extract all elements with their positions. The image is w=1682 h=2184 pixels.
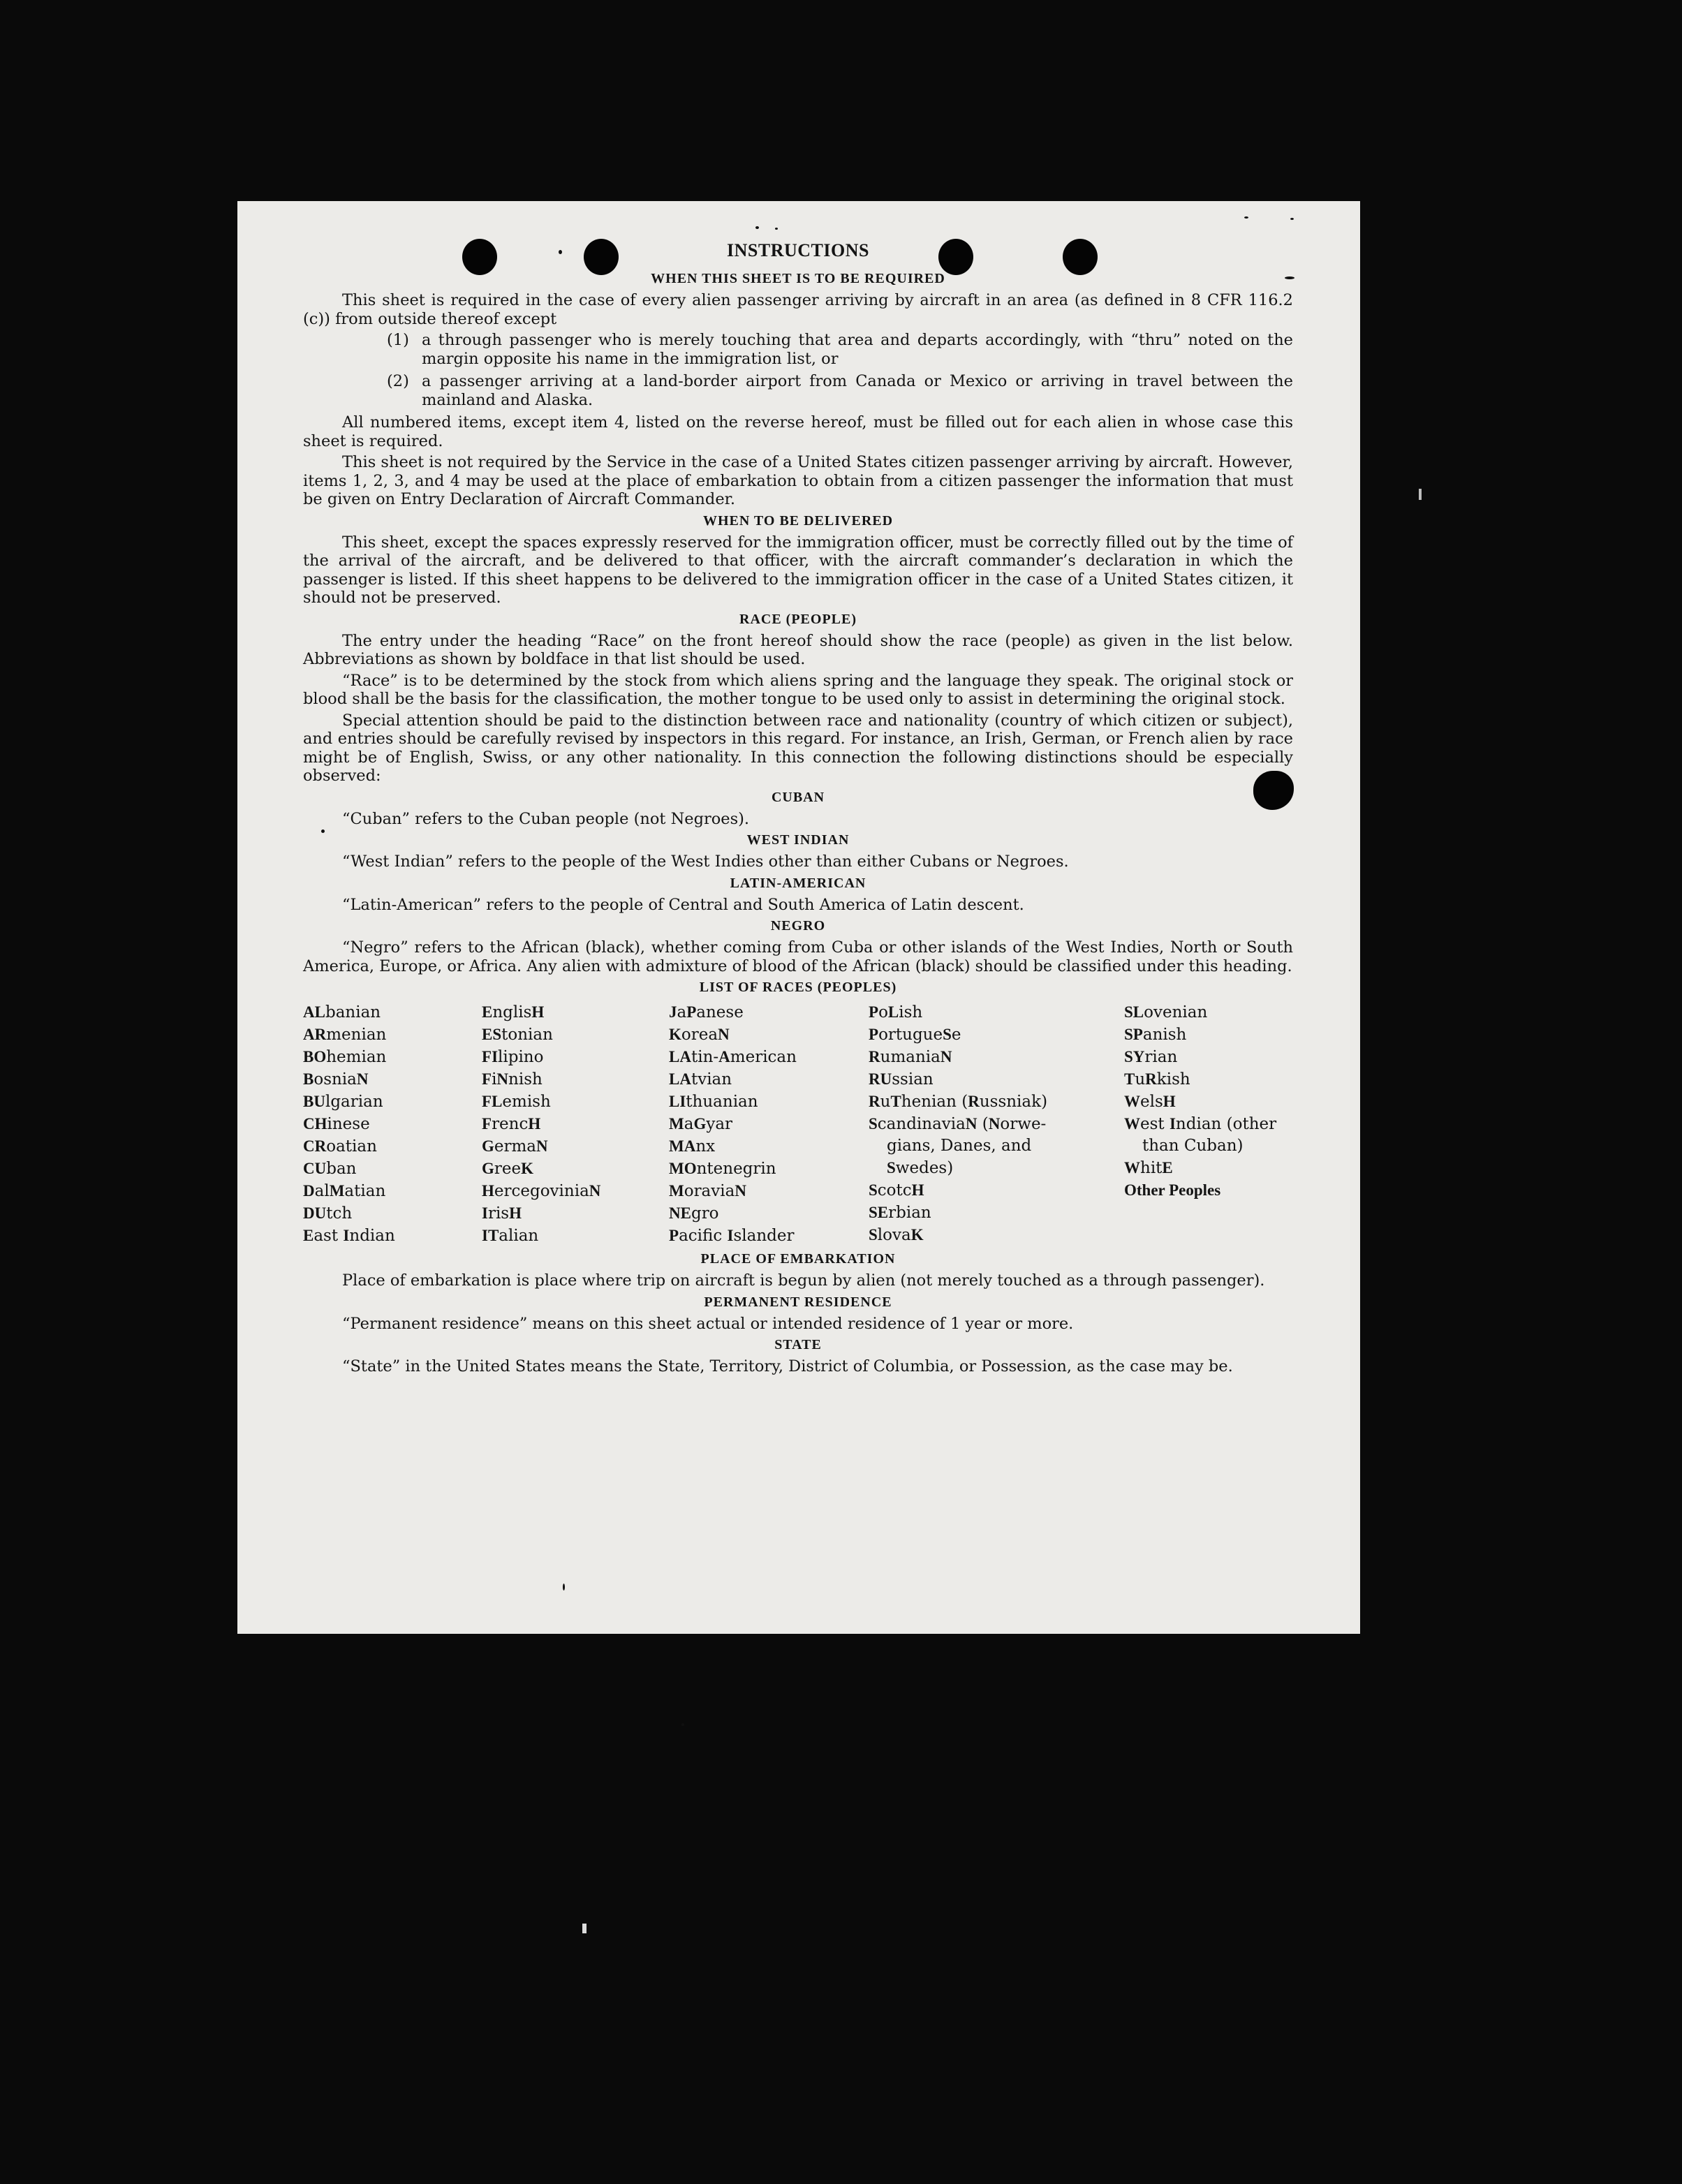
west-indian-paragraph: “West Indian” refers to the people of the West Indies other than either Cubans or Negroes.	[342, 853, 1069, 871]
residence-paragraph: “Permanent residence” means on this sheet actual or intended residence of 1 year or more.	[342, 1314, 1074, 1333]
race-entry: Pacific Islander	[669, 1227, 795, 1245]
race-entry: SYrian	[1124, 1048, 1178, 1066]
race-entry: MaGyar	[669, 1115, 733, 1133]
race-entry: RUssian	[869, 1070, 934, 1089]
race-entry: gians, Danes, and	[887, 1137, 1032, 1155]
race-entry: MOntenegrin	[669, 1160, 776, 1178]
cuban-paragraph: “Cuban” refers to the Cuban people (not Negroes).	[342, 809, 750, 828]
race-entry: CUban	[303, 1160, 357, 1178]
race-entry: BosniaN	[303, 1070, 369, 1089]
item-number: (1)	[387, 331, 409, 349]
heading-embarkation: PLACE OF EMBARKATION	[700, 1251, 896, 1267]
races-column-2	[482, 1001, 669, 1247]
heading-cuban: CUBAN	[771, 789, 825, 805]
film-speck	[1419, 489, 1422, 500]
races-list	[303, 1001, 1293, 1247]
page-title: INSTRUCTIONS	[727, 240, 869, 260]
race-entry: SErbian	[869, 1204, 931, 1222]
race-entry: CHinese	[303, 1115, 370, 1133]
race-entry: GreeK	[482, 1160, 533, 1178]
race-entry: FiNnish	[482, 1070, 543, 1089]
race-entry: PortugueSe	[869, 1026, 961, 1044]
punch-hole	[938, 239, 973, 275]
race-entry: Swedes)	[887, 1159, 954, 1177]
heading-west-indian: WEST INDIAN	[746, 832, 850, 848]
race-entry: FIlipino	[482, 1048, 544, 1066]
heading-when-delivered: WHEN TO BE DELIVERED	[702, 512, 894, 529]
race-entry: FrencH	[482, 1115, 541, 1133]
punch-hole	[1063, 239, 1098, 275]
race-entry: CRoatian	[303, 1137, 377, 1156]
race-entry: FLemish	[482, 1093, 551, 1111]
race-entry: MoraviaN	[669, 1182, 746, 1200]
numbered-items-paragraph: All numbered items, except item 4, listed on the reverse hereof, must be filled out for each alien in whose case this sheet is required.	[303, 413, 1293, 450]
race-entry: than Cuban)	[1142, 1137, 1244, 1155]
race-entry: ScotcH	[869, 1181, 924, 1200]
race-entry: KoreaN	[669, 1026, 730, 1044]
races-column-4	[869, 1001, 1124, 1247]
race-paragraph-1: The entry under the heading “Race” on the front hereof should show the race (people) as given in the list below. Abbreviations as shown by boldface in that list should be used.	[303, 631, 1293, 668]
race-entry: BOhemian	[303, 1048, 387, 1066]
race-paragraph-2: “Race” is to be determined by the stock from which aliens spring and the language they speak. The original stock or blood shall be the basis for the classification, the mother tongue to be used only to assist in determining the original stock.	[303, 671, 1293, 708]
race-entry: NEgro	[669, 1204, 719, 1223]
race-entry: WelsH	[1124, 1093, 1176, 1111]
citizen-paragraph: This sheet is not required by the Service in the case of a United States citizen passenger arriving by aircraft. However, items 1, 2, 3, and 4 may be used at the place of embarkation to obtain from a citizen passenger the information that must be given on Entry Declaration of Aircraft Commander.	[303, 453, 1293, 508]
intro-paragraph: This sheet is required in the case of every alien passenger arriving by aircraft in an area (as defined in 8 CFR 116.2 (c)) from outside thereof except	[303, 291, 1293, 328]
embarkation-paragraph: Place of embarkation is place where trip on aircraft is begun by alien (not merely touched as a through passenger).	[342, 1271, 1265, 1290]
race-entry: EnglisH	[482, 1003, 545, 1021]
item-text: a through passenger who is merely touching that area and departs accordingly, with “thru” noted on the margin opposite his name in the immigration list, or	[422, 331, 1293, 368]
race-entry: DalMatian	[303, 1182, 386, 1200]
heading-negro: NEGRO	[770, 918, 826, 934]
item-text: a passenger arriving at a land-border airport from Canada or Mexico or arriving in travel between the mainland and Alaska.	[422, 372, 1293, 409]
race-entry: WhitE	[1124, 1159, 1173, 1177]
race-entry: SlovaK	[869, 1226, 924, 1244]
latin-american-paragraph: “Latin-American” refers to the people of Central and South America of Latin descent.	[342, 895, 1024, 914]
race-paragraph-3: Special attention should be paid to the distinction between race and nationality (country of which citizen or subject), and entries should be carefully revised by inspectors in this regard. For instance, an Irish, German, or French alien by race might be of English, Swiss, or any other nationality. In this connection the following distinctions should be especially observed:	[303, 711, 1293, 785]
race-entry: LAtvian	[669, 1070, 732, 1089]
races-column-3	[669, 1001, 869, 1247]
heading-residence: PERMANENT RESIDENCE	[704, 1294, 892, 1310]
races-column-1	[303, 1001, 482, 1247]
race-entry: RumaniaN	[869, 1048, 952, 1066]
heading-list-of-races: LIST OF RACES (PEOPLES)	[699, 980, 897, 995]
race-entry: LIthuanian	[669, 1093, 758, 1111]
heading-latin-american: LATIN-AMERICAN	[730, 875, 866, 891]
race-entry: West Indian (other	[1124, 1115, 1277, 1133]
punch-hole	[462, 239, 497, 275]
race-entry: ITalian	[482, 1227, 539, 1245]
race-entry: JaPanese	[669, 1003, 744, 1021]
race-entry: EStonian	[482, 1026, 553, 1044]
exception-item-2	[303, 372, 1293, 409]
race-entry: SPanish	[1124, 1026, 1187, 1044]
race-entry: IrisH	[482, 1204, 522, 1223]
race-entry: GermaN	[482, 1137, 548, 1156]
delivery-paragraph: This sheet, except the spaces expressly reserved for the immigration officer, must be correctly filled out by the time of the arrival of the aircraft, and be delivered to that officer, with the aircraft commander’s declaration in which the passenger is listed. If this sheet happens to be delivered to the immigration officer in the case of a United States citizen, it should not be preserved.	[303, 533, 1293, 607]
race-entry: RuThenian (Russniak)	[869, 1093, 1048, 1111]
race-entry: ARmenian	[303, 1026, 387, 1044]
race-entry: East Indian	[303, 1227, 395, 1245]
state-paragraph: “State” in the United States means the State, Territory, District of Columbia, or Possession, as the case may be.	[342, 1357, 1233, 1375]
film-speck	[582, 1924, 587, 1933]
heading-when-required: WHEN THIS SHEET IS TO BE REQUIRED	[651, 271, 945, 286]
race-entry: SLovenian	[1124, 1003, 1208, 1021]
heading-state: STATE	[774, 1337, 822, 1352]
race-entry: TuRkish	[1124, 1070, 1190, 1089]
race-entry: HercegoviniaN	[482, 1182, 601, 1200]
punch-hole	[584, 239, 619, 275]
instruction-sheet	[237, 201, 1360, 1634]
race-entry: Other Peoples	[1124, 1181, 1221, 1199]
race-entry: ALbanian	[303, 1003, 381, 1021]
race-entry: DUtch	[303, 1204, 353, 1223]
exception-item-1	[303, 331, 1293, 368]
race-entry: PoLish	[869, 1003, 923, 1021]
race-entry: ScandinaviaN (Norwe-	[869, 1115, 1047, 1133]
race-entry: BUlgarian	[303, 1093, 383, 1111]
race-entry: MAnx	[669, 1137, 716, 1156]
race-entry: LAtin-American	[669, 1048, 797, 1066]
negro-paragraph: “Negro” refers to the African (black), whether coming from Cuba or other islands of the West Indies, North or South America, Europe, or Africa. Any alien with admixture of blood of the African (black) should be classified under this heading.	[303, 938, 1293, 975]
heading-race: RACE (PEOPLE)	[739, 611, 857, 627]
item-number: (2)	[387, 372, 409, 390]
races-column-5	[1124, 1001, 1334, 1247]
